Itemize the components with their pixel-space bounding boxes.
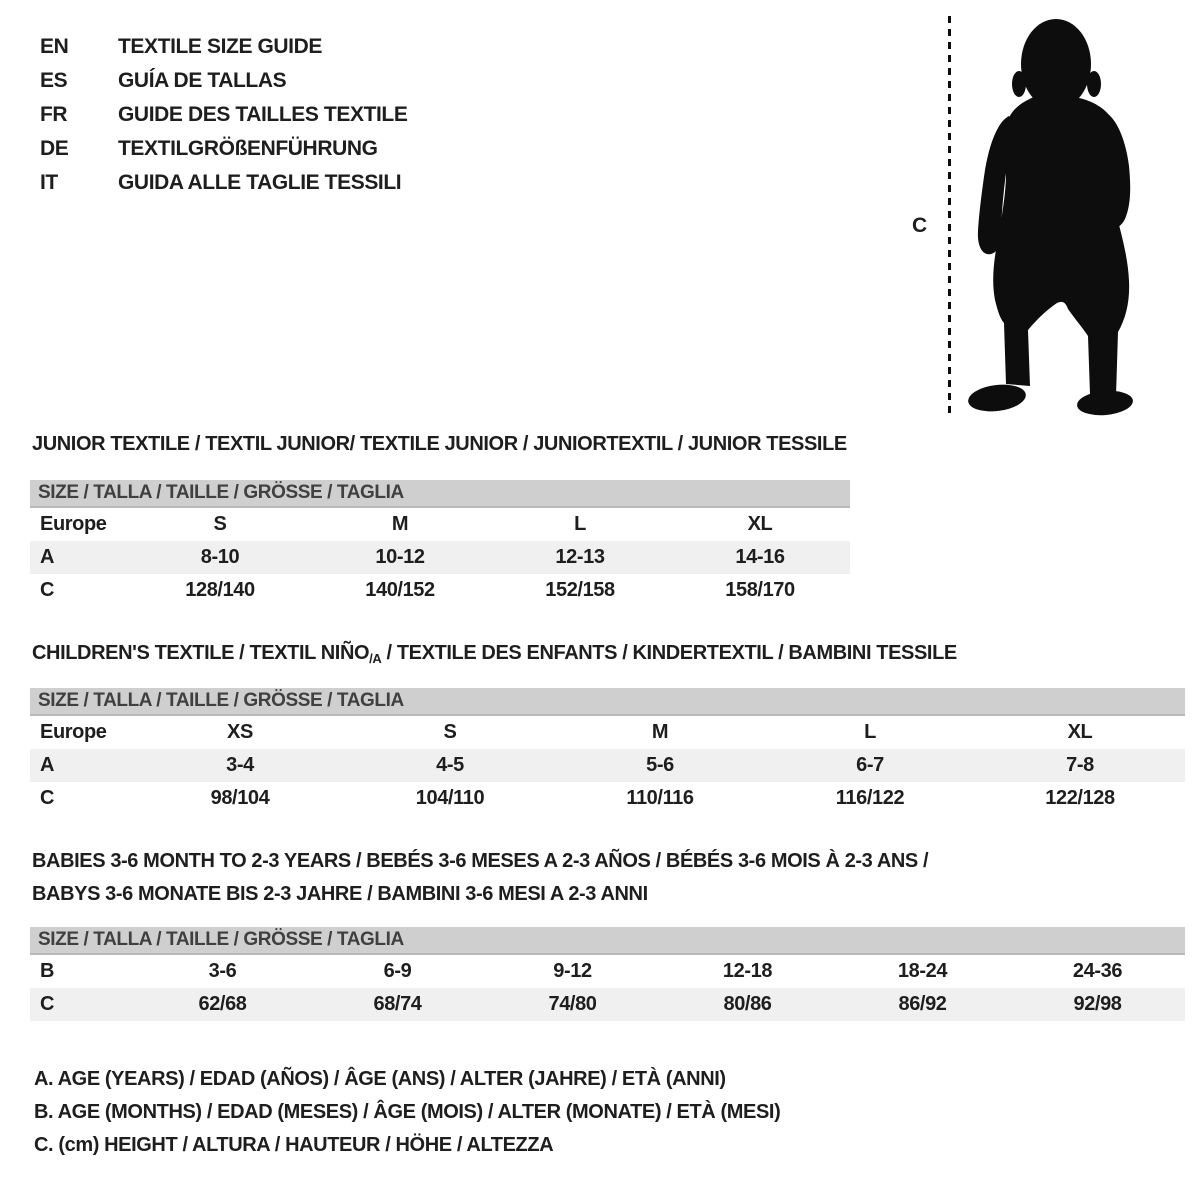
height-measure-dashed-line (948, 16, 951, 414)
children-size-table (30, 688, 1185, 815)
value-cell: 6-7 (856, 754, 884, 776)
row-label-cell: C (40, 787, 55, 809)
babies-section-title-line2: BABYS 3-6 MONATE BIS 2-3 JAHRE / BAMBINI 3-6 MESI A 2-3 ANNI (32, 883, 648, 905)
babies-section-title-line1: BABIES 3-6 MONTH TO 2-3 YEARS / BEBÉS 3-6 MESES A 2-3 AÑOS / BÉBÉS 3-6 MOIS À 2-3 ANS / (32, 850, 929, 872)
value-cell: 140/152 (365, 579, 435, 601)
language-code: EN (40, 35, 69, 58)
children-section-title (32, 642, 957, 666)
value-cell: 80/86 (723, 993, 772, 1015)
junior-size-table (30, 480, 850, 607)
value-cell: 158/170 (725, 579, 795, 601)
row-label-cell: A (40, 754, 55, 776)
col-header-cell: XS (227, 721, 253, 743)
row-label-cell: C (40, 579, 55, 601)
height-measure-label: C (912, 214, 927, 237)
guide-title-it: GUIDA ALLE TAGLIE TESSILI (118, 171, 402, 194)
language-code: FR (40, 103, 68, 126)
value-cell: 7-8 (1066, 754, 1094, 776)
language-row-it (40, 166, 407, 200)
value-cell: 92/98 (1073, 993, 1122, 1015)
children-age-row (30, 749, 1185, 782)
value-cell: 62/68 (198, 993, 247, 1015)
children-title-sub: /A (369, 651, 382, 666)
toddler-silhouette-icon (960, 12, 1140, 422)
value-cell: 12-13 (555, 546, 605, 568)
size-header-row: SIZE / TALLA / TAILLE / GRÖSSE / TAGLIA (30, 688, 1185, 716)
col-header-cell: XL (747, 513, 773, 535)
value-cell: 24-36 (1072, 960, 1123, 982)
value-cell: 68/74 (373, 993, 422, 1015)
value-cell: 14-16 (735, 546, 785, 568)
language-row-en (40, 30, 407, 64)
guide-title-en: TEXTILE SIZE GUIDE (118, 35, 322, 58)
value-cell: 74/80 (548, 993, 597, 1015)
value-cell: 98/104 (210, 787, 270, 809)
value-cell: 152/158 (545, 579, 615, 601)
value-cell: 5-6 (646, 754, 674, 776)
value-cell: 12-18 (722, 960, 773, 982)
junior-height-row (30, 574, 850, 607)
value-cell: 128/140 (185, 579, 255, 601)
junior-section-title: JUNIOR TEXTILE / TEXTIL JUNIOR/ TEXTILE JUNIOR / JUNIORTEXTIL / JUNIOR TESSILE (32, 433, 847, 455)
col-header-cell: L (864, 721, 876, 743)
children-title-rest: / TEXTILE DES ENFANTS / KINDERTEXTIL / BAMBINI TESSILE (381, 642, 957, 664)
guide-title-fr: GUIDE DES TAILLES TEXTILE (118, 103, 408, 126)
legend-height-cm: C. (cm) HEIGHT / ALTURA / HAUTEUR / HÖHE / ALTEZZA (34, 1134, 554, 1156)
babies-months-row (30, 955, 1185, 988)
legend-age-months: B. AGE (MONTHS) / EDAD (MESES) / ÂGE (MOIS) / ALTER (MONATE) / ETÀ (MESI) (34, 1101, 781, 1123)
col-header-cell: XL (1067, 721, 1093, 743)
value-cell: 6-9 (383, 960, 412, 982)
value-cell: 4-5 (436, 754, 464, 776)
region-label-cell: Europe (40, 513, 107, 535)
value-cell: 104/110 (415, 787, 485, 809)
col-header-cell: M (391, 513, 409, 535)
legend-age-years: A. AGE (YEARS) / EDAD (AÑOS) / ÂGE (ANS) / ALTER (JAHRE) / ETÀ (ANNI) (34, 1068, 726, 1090)
junior-age-row (30, 541, 850, 574)
value-cell: 10-12 (375, 546, 425, 568)
guide-title-es: GUÍA DE TALLAS (118, 69, 287, 92)
col-header-cell: S (213, 513, 227, 535)
row-label-cell: B (40, 960, 55, 982)
col-header-cell: L (574, 513, 586, 535)
language-row-fr (40, 98, 407, 132)
value-cell: 3-4 (226, 754, 254, 776)
guide-title-de: TEXTILGRÖßENFÜHRUNG (118, 137, 378, 160)
value-cell: 3-6 (208, 960, 237, 982)
size-header-row: SIZE / TALLA / TAILLE / GRÖSSE / TAGLIA (30, 927, 1185, 955)
col-header-cell: M (651, 721, 669, 743)
value-cell: 8-10 (200, 546, 240, 568)
language-code: ES (40, 69, 68, 92)
region-label-cell: Europe (40, 721, 107, 743)
value-cell: 122/128 (1045, 787, 1115, 809)
measure-legend (34, 1068, 780, 1167)
babies-height-row (30, 988, 1185, 1021)
row-label-cell: A (40, 546, 55, 568)
row-label-cell: C (40, 993, 55, 1015)
children-columns-row (30, 716, 1185, 749)
value-cell: 18-24 (897, 960, 948, 982)
language-code: DE (40, 137, 69, 160)
value-cell: 9-12 (553, 960, 592, 982)
children-title-main: CHILDREN'S TEXTILE / TEXTIL NIÑO (32, 642, 370, 664)
children-height-row (30, 782, 1185, 815)
language-title-list (40, 30, 407, 200)
value-cell: 86/92 (898, 993, 947, 1015)
col-header-cell: S (443, 721, 457, 743)
size-header-row: SIZE / TALLA / TAILLE / GRÖSSE / TAGLIA (30, 480, 850, 508)
junior-columns-row (30, 508, 850, 541)
toddler-silhouette-shape (967, 19, 1134, 417)
value-cell: 116/122 (835, 787, 905, 809)
babies-size-table (30, 927, 1185, 1021)
language-code: IT (40, 171, 58, 194)
value-cell: 110/116 (626, 787, 694, 809)
language-row-es (40, 64, 407, 98)
language-row-de (40, 132, 407, 166)
